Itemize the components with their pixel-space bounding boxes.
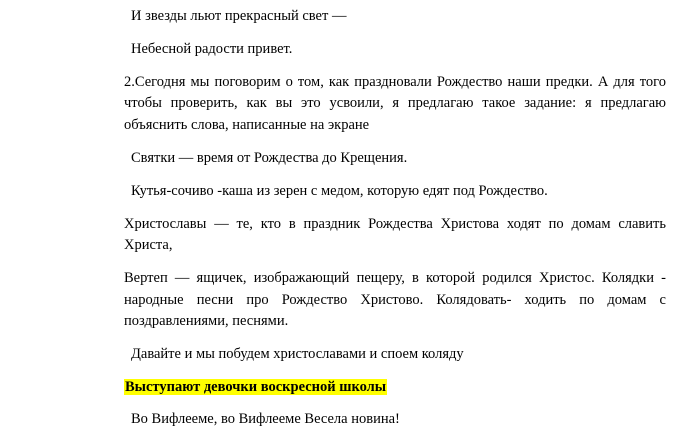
paragraph-line-performers — [124, 377, 666, 398]
paragraph-def-kutya: Кутья-сочиво -каша из зерен с медом, которую едят под Рождество. — [131, 182, 548, 199]
paragraph-def-vertep-kolyadki: Вертеп — ящичек, изображающий пещеру, в которой родился Христос. Колядки - народные песни про Рождество Христово. Колядовать- ходить по домам с поздравлениями, песнями. — [124, 270, 670, 329]
paragraph-line-invite: Давайте и мы побудем христославами и споем коляду — [131, 345, 464, 362]
paragraph-def-hristoslavy: Христославы — те, кто в праздник Рождества Христова ходят по домам славить Христа, — [124, 216, 670, 254]
paragraph-def-svyatki: Святки — время от Рождества до Крещения. — [131, 149, 408, 166]
paragraph-line-stars: И звезды льют прекрасный свет — — [131, 8, 347, 24]
highlighted-text: Выступают девочки воскресной школы — [125, 379, 387, 396]
paragraph-item-2: 2.Сегодня мы поговорим о том, как праздновали Рождество наши предки. А для того чтобы проверить, как вы это усвоили, я предлагаю такое задание: я предлагаю объяснить слова, написанные на экране — [124, 74, 670, 133]
paragraph-line-vifleem: Во Вифлееме, во Вифлееме Весела новина! — [131, 411, 400, 428]
paragraph-line-greeting: Небесной радости привет. — [131, 41, 293, 58]
